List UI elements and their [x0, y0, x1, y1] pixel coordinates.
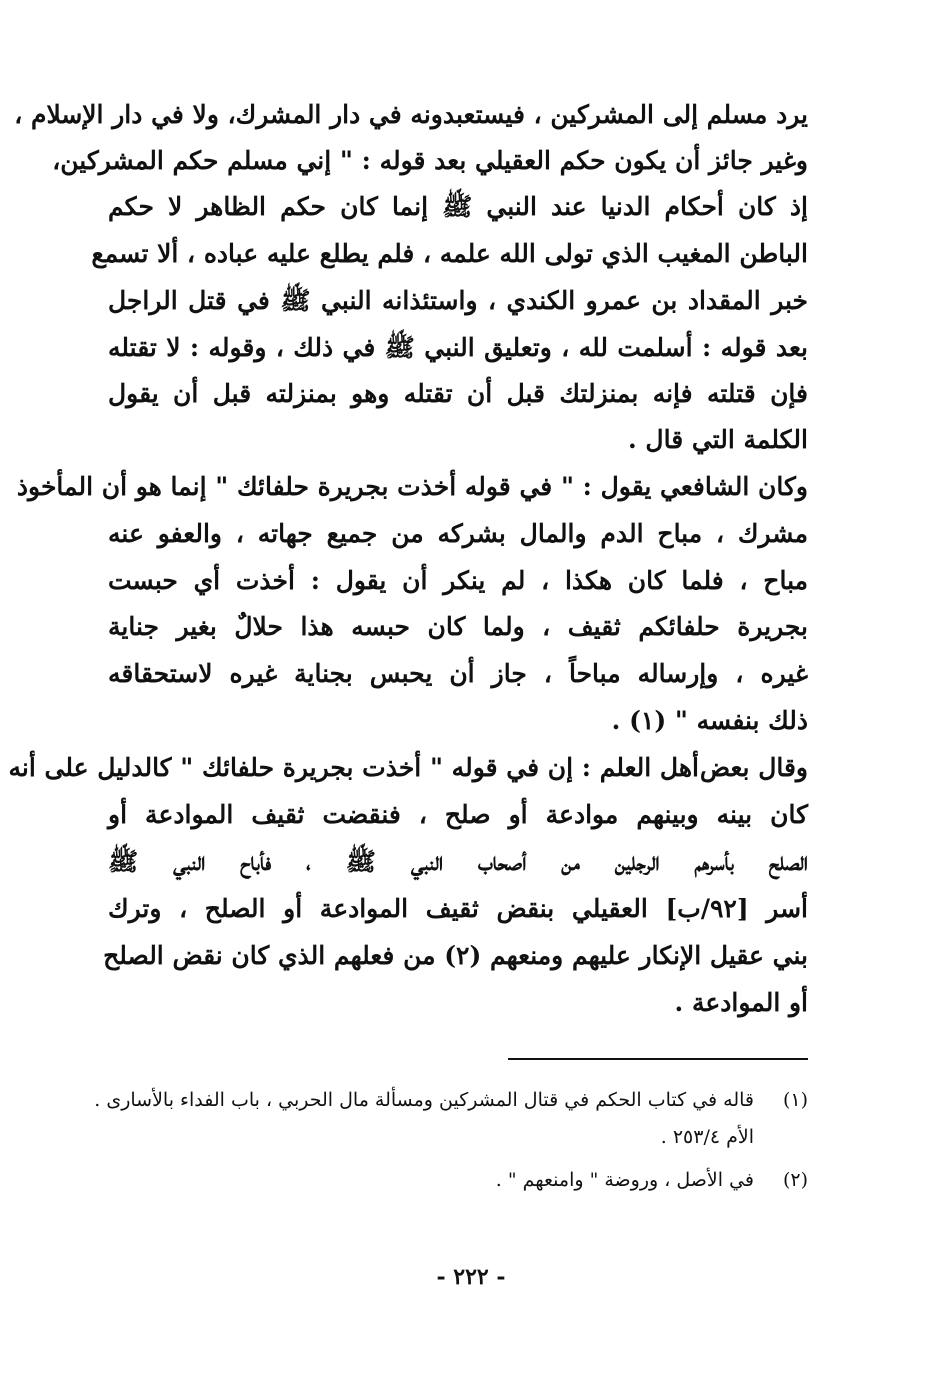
body-line: ذلك بنفسه " (١) .	[611, 706, 808, 735]
body-line: غيره ، وإرساله مباحاً ، جاز أن يحبس بجناية غيره لاستحقاقه	[108, 659, 808, 688]
page-number: - ٢٢٢ -	[436, 1264, 506, 1290]
body-line: إذ كان أحكام الدنيا عند النبي ﷺ إنما كان حكم الظاهر لا حكم	[108, 192, 808, 221]
body-line: الصلح بأسرهم الرجلين من أصحاب النبي ﷺ ، فأباح النبي ﷺ	[108, 847, 808, 876]
body-line: الكلمة التي قال .	[628, 425, 808, 454]
body-line: فإن قتلته فإنه بمنزلتك قبل أن تقتله وهو بمنزلته قبل أن يقول	[108, 379, 808, 408]
body-line: بعد قوله : أسلمت لله ، وتعليق النبي ﷺ في ذلك ، وقوله : لا تقتله	[108, 333, 808, 362]
paragraph-label: وقال بعض	[699, 753, 808, 782]
footnote-separator	[508, 1058, 808, 1060]
paragraph-lead-line: وكان الشافعي يقول : " في قوله أخذت بجريرة حلفائك " إنما هو أن المأخوذ	[16, 472, 808, 501]
body-line: كان بينه وبينهم موادعة أو صلح ، فنقضت ثقيف الموادعة أو	[108, 800, 808, 829]
body-line: وغير جائز أن يكون حكم العقيلي بعد قوله : " إني مسلم حكم المشركين،	[52, 146, 808, 175]
footnote-number: (٢)	[782, 1169, 808, 1191]
footnote-number: (١)	[782, 1089, 808, 1111]
body-line: مشرك ، مباح الدم والمال بشركه من جميع جهاته ، والعفو عنه	[108, 519, 808, 548]
body-line: بجريرة حلفائكم ثقيف ، ولما كان حبسه هذا حلالٌ بغير جناية	[108, 612, 808, 641]
footnote-text: قاله في كتاب الحكم في قتال المشركين ومسألة مال الحربي ، باب الفداء بالأسارى .	[94, 1089, 754, 1111]
body-line: الباطن المغيب الذي تولى الله علمه ، فلم يطلع عليه عباده ، ألا تسمع	[91, 239, 808, 268]
body-line: بني عقيل الإنكار عليهم ومنعهم (٢) من فعلهم الذي كان نقض الصلح	[103, 941, 808, 970]
body-line: أو الموادعة .	[674, 988, 808, 1017]
body-line: خبر المقداد بن عمرو الكندي ، واستئذانه النبي ﷺ في قتل الراجل	[108, 286, 808, 315]
body-line: أسر [٩٢/ب] العقيلي بنقض ثقيف الموادعة أو الصلح ، وترك	[108, 894, 808, 923]
footnote-text: الأم ٢٥٣/٤ .	[660, 1126, 754, 1148]
footnote-text: في الأصل ، وروضة " وامنعهم " .	[495, 1169, 754, 1191]
paragraph-lead-line: أهل العلم : إن في قوله " أخذت بجريرة حلفائك " كالدليل على أنه	[8, 753, 699, 782]
body-line: يرد مسلم إلى المشركين ، فيستعبدونه في دار المشرك، ولا في دار الإسلام ،	[14, 100, 808, 129]
body-line: مباح ، فلما كان هكذا ، لم ينكر أن يقول : أخذت أي حبست	[108, 566, 808, 595]
